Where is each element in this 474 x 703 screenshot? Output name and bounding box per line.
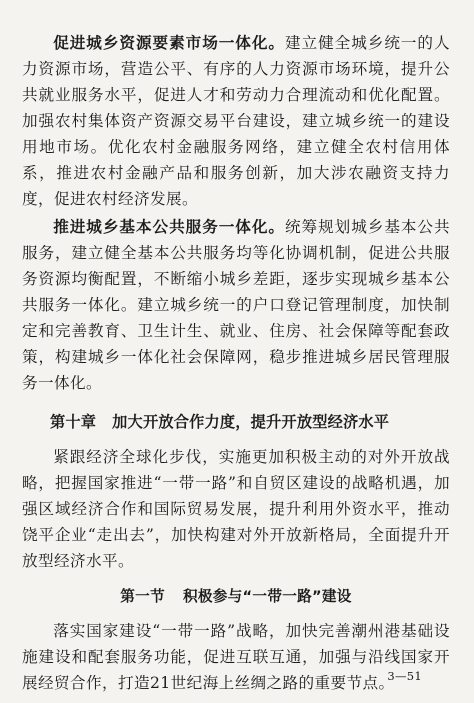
paragraph-lead: 促进城乡资源要素市场一体化。	[53, 33, 285, 52]
paragraph-text: 建立健全城乡统一的人力资源市场，营造公平、有序的人力资源市场环境，提升公共就业服务水平，促进人才和劳动力合理流动和优化配置。加强农村集体资产资源交易平台建设，建立城乡统一的建设用地市场。优化农村金融服务网络，建立健全农村信用体系，推进农村金融产品和服务创新，加大涉农融资支持力度，促进农村经济发展。	[22, 34, 450, 208]
chapter-number: 第十章	[50, 413, 97, 431]
section-heading	[22, 586, 450, 608]
chapter-body: 紧跟经济全球化步伐，实施更加积极主动的对外开放战略，把握国家推进“一带一路”和自贸区建设的战略机遇，加强区域经济合作和国际贸易发展，提升利用外资水平，推动饶平企业“走出去”，加快构建对外开放新格局，全面提升开放型经济水平。	[22, 448, 450, 570]
chapter-title: 加大开放合作力度，提升开放型经济水平	[112, 413, 390, 431]
section-body: 落实国家建设“一带一路”战略，加快完善潮州港基础设施建设和配套服务功能，促进互联互通，加强与沿线国家开展经贸合作，打造21世纪海上丝绸之路的重要节点。	[22, 622, 450, 692]
section-number: 第一节	[120, 588, 165, 605]
paragraph-text: 统筹规划城乡基本公共服务，建立健全基本公共服务均等化协调机制，促进公共服务资源均衡配置，不断缩小城乡差距，逐步实现城乡基本公共服务一体化。建立城乡统一的户口登记管理制度，加快制定和完善教育、卫生计生、就业、住房、社会保障等配套政策，构建城乡一体化社会保障网，稳步推进城乡居民管理服务一体化。	[22, 218, 450, 392]
section-title: 积极参与“一带一路”建设	[182, 588, 352, 605]
paragraph-public-services	[22, 214, 450, 396]
chapter-heading	[22, 410, 450, 434]
paragraph-lead: 推进城乡基本公共服务一体化。	[53, 217, 285, 236]
page-number: 3—51	[387, 669, 422, 683]
paragraph-urban-rural-resource-market	[22, 30, 450, 212]
